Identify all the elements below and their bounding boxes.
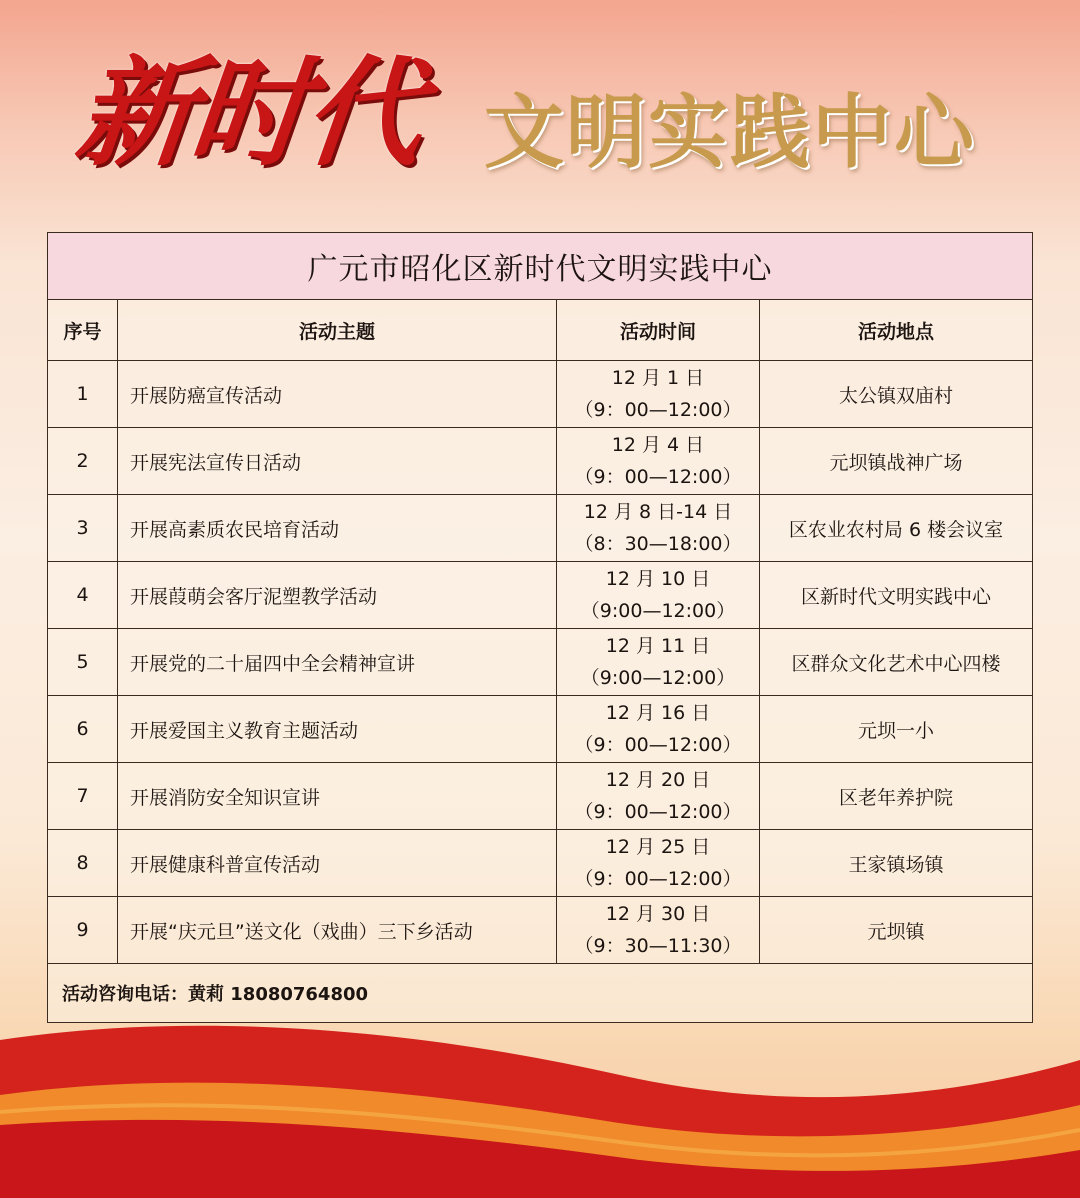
row-time bbox=[557, 897, 760, 964]
row-place: 区老年养护院 bbox=[760, 763, 1033, 830]
table-row bbox=[48, 562, 1033, 629]
activity-table bbox=[47, 232, 1033, 1023]
row-number: 5 bbox=[48, 629, 118, 696]
row-date: 12 月 16 日 bbox=[605, 702, 711, 724]
row-hours: （9：00—12:00） bbox=[574, 801, 742, 823]
row-hours: （9：00—12:00） bbox=[574, 734, 742, 756]
header-place: 活动地点 bbox=[760, 300, 1033, 361]
row-number: 1 bbox=[48, 361, 118, 428]
table-row bbox=[48, 763, 1033, 830]
row-time bbox=[557, 629, 760, 696]
row-hours: （9：30—11:30） bbox=[574, 935, 742, 957]
header-row bbox=[48, 300, 1033, 361]
row-topic: 开展消防安全知识宣讲 bbox=[118, 763, 557, 830]
row-date: 12 月 11 日 bbox=[605, 635, 711, 657]
row-time bbox=[557, 696, 760, 763]
row-date: 12 月 8 日-14 日 bbox=[583, 501, 733, 523]
row-topic: 开展葭萌会客厅泥塑教学活动 bbox=[118, 562, 557, 629]
row-date: 12 月 4 日 bbox=[611, 434, 705, 456]
row-place: 区新时代文明实践中心 bbox=[760, 562, 1033, 629]
decorative-waves bbox=[0, 1000, 1080, 1198]
row-topic: 开展健康科普宣传活动 bbox=[118, 830, 557, 897]
row-topic: 开展防癌宣传活动 bbox=[118, 361, 557, 428]
header-time: 活动时间 bbox=[557, 300, 760, 361]
header-topic: 活动主题 bbox=[118, 300, 557, 361]
banner-title-gold: 文明实践中心 bbox=[484, 85, 976, 179]
row-date: 12 月 25 日 bbox=[605, 836, 711, 858]
row-number: 6 bbox=[48, 696, 118, 763]
table-caption: 广元市昭化区新时代文明实践中心 bbox=[48, 233, 1033, 300]
row-topic: 开展党的二十届四中全会精神宣讲 bbox=[118, 629, 557, 696]
banner-title-red: 新时代 bbox=[69, 43, 427, 182]
row-number: 9 bbox=[48, 897, 118, 964]
row-number: 4 bbox=[48, 562, 118, 629]
row-hours: （9：00—12:00） bbox=[574, 399, 742, 421]
row-date: 12 月 30 日 bbox=[605, 903, 711, 925]
banner bbox=[0, 0, 1080, 230]
table-row bbox=[48, 428, 1033, 495]
table-row bbox=[48, 495, 1033, 562]
row-date: 12 月 10 日 bbox=[605, 568, 711, 590]
row-place: 王家镇场镇 bbox=[760, 830, 1033, 897]
row-topic: 开展高素质农民培育活动 bbox=[118, 495, 557, 562]
row-number: 3 bbox=[48, 495, 118, 562]
row-time bbox=[557, 428, 760, 495]
row-date: 12 月 20 日 bbox=[605, 769, 711, 791]
row-place: 太公镇双庙村 bbox=[760, 361, 1033, 428]
row-time bbox=[557, 562, 760, 629]
header-number: 序号 bbox=[48, 300, 118, 361]
row-place: 区群众文化艺术中心四楼 bbox=[760, 629, 1033, 696]
row-topic: 开展爱国主义教育主题活动 bbox=[118, 696, 557, 763]
row-hours: （9：00—12:00） bbox=[574, 868, 742, 890]
row-topic: 开展宪法宣传日活动 bbox=[118, 428, 557, 495]
row-time bbox=[557, 361, 760, 428]
table-row bbox=[48, 629, 1033, 696]
row-hours: （8：30—18:00） bbox=[574, 533, 742, 555]
contact-phone: 活动咨询电话：黄莉 18080764800 bbox=[48, 964, 1033, 1023]
row-number: 7 bbox=[48, 763, 118, 830]
table-row bbox=[48, 830, 1033, 897]
row-number: 8 bbox=[48, 830, 118, 897]
row-place: 元坝一小 bbox=[760, 696, 1033, 763]
table-row bbox=[48, 897, 1033, 964]
table-row bbox=[48, 696, 1033, 763]
row-date: 12 月 1 日 bbox=[611, 367, 705, 389]
row-place: 区农业农村局 6 楼会议室 bbox=[760, 495, 1033, 562]
row-number: 2 bbox=[48, 428, 118, 495]
row-topic: 开展“庆元旦”送文化（戏曲）三下乡活动 bbox=[118, 897, 557, 964]
table-row bbox=[48, 361, 1033, 428]
row-hours: （9:00—12:00） bbox=[580, 667, 736, 689]
row-place: 元坝镇战神广场 bbox=[760, 428, 1033, 495]
row-place: 元坝镇 bbox=[760, 897, 1033, 964]
row-hours: （9:00—12:00） bbox=[580, 600, 736, 622]
row-time bbox=[557, 495, 760, 562]
row-time bbox=[557, 763, 760, 830]
row-time bbox=[557, 830, 760, 897]
row-hours: （9：00—12:00） bbox=[574, 466, 742, 488]
